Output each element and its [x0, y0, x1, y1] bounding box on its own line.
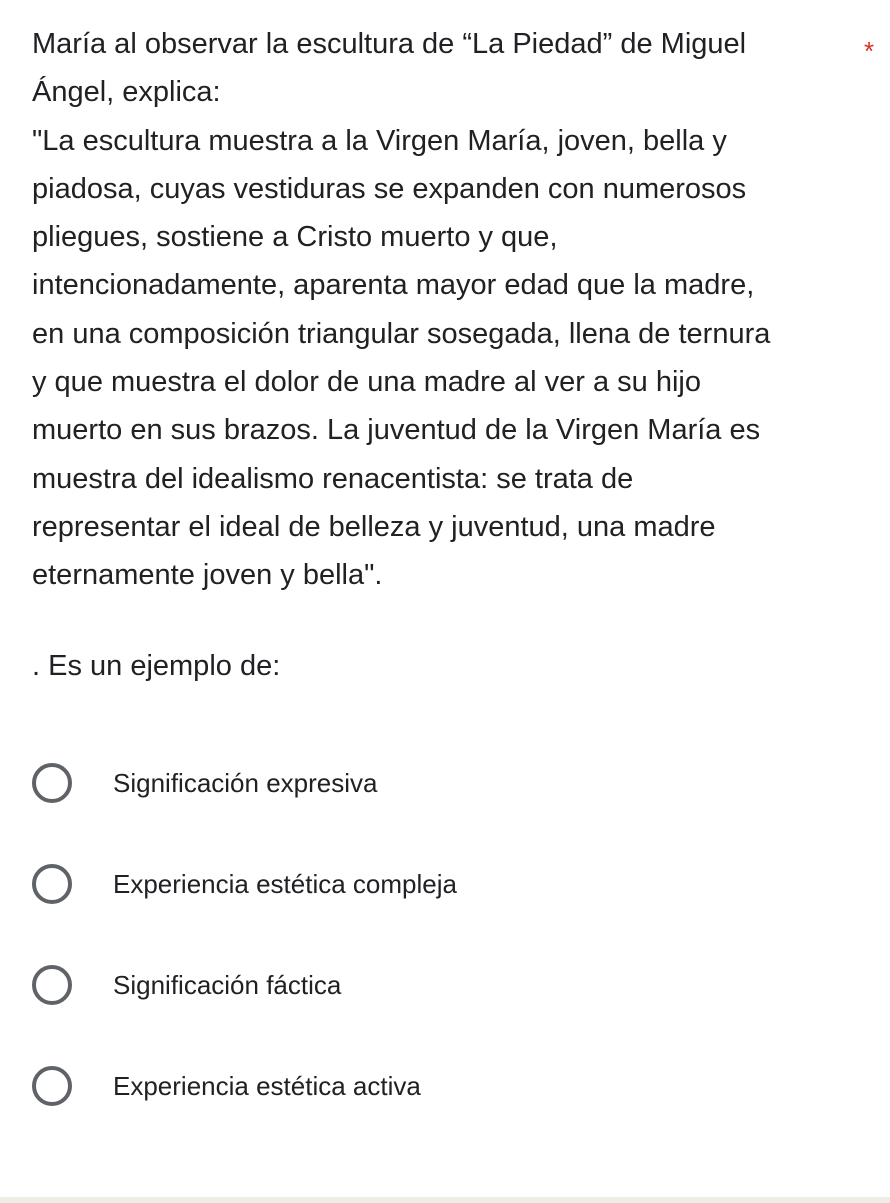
option-significacion-factica[interactable] — [32, 957, 832, 1013]
question-header — [32, 20, 882, 600]
radio-unchecked-icon[interactable] — [32, 864, 72, 904]
radio-unchecked-icon[interactable] — [32, 965, 72, 1005]
radio-unchecked-icon[interactable] — [32, 1066, 72, 1106]
option-experiencia-estetica-activa[interactable] — [32, 1058, 832, 1114]
question-prompt: . Es un ejemplo de: — [32, 650, 281, 682]
option-significacion-expresiva[interactable] — [32, 755, 832, 811]
question-title: María al observar la escultura de “La Piedad” de Miguel Ángel, explica: "La escultura muestra a la Virgen María, joven, bella y piadosa, cuyas vestiduras se expanden con numerosos pliegues, sostiene a Cristo muerto y que, intencionadamente, aparenta mayor edad que la madre, en una composición triangular sosegada, llena de ternura y que muestra el dolor de una madre al ver a su hijo muerto en sus brazos. La juventud de la Virgen María es muestra del idealismo renacentista: se trata de representar el ideal de belleza y juventud, una madre eternamente joven y bella". — [32, 28, 771, 592]
option-label: Experiencia estética compleja — [113, 869, 457, 899]
option-label: Significación fáctica — [113, 970, 342, 1000]
option-label: Experiencia estética activa — [113, 1071, 421, 1101]
option-experiencia-estetica-compleja[interactable] — [32, 856, 832, 912]
bottom-divider — [0, 1197, 890, 1203]
option-label: Significación expresiva — [113, 768, 378, 798]
radio-unchecked-icon[interactable] — [32, 763, 72, 803]
required-asterisk-icon: * — [864, 36, 875, 66]
